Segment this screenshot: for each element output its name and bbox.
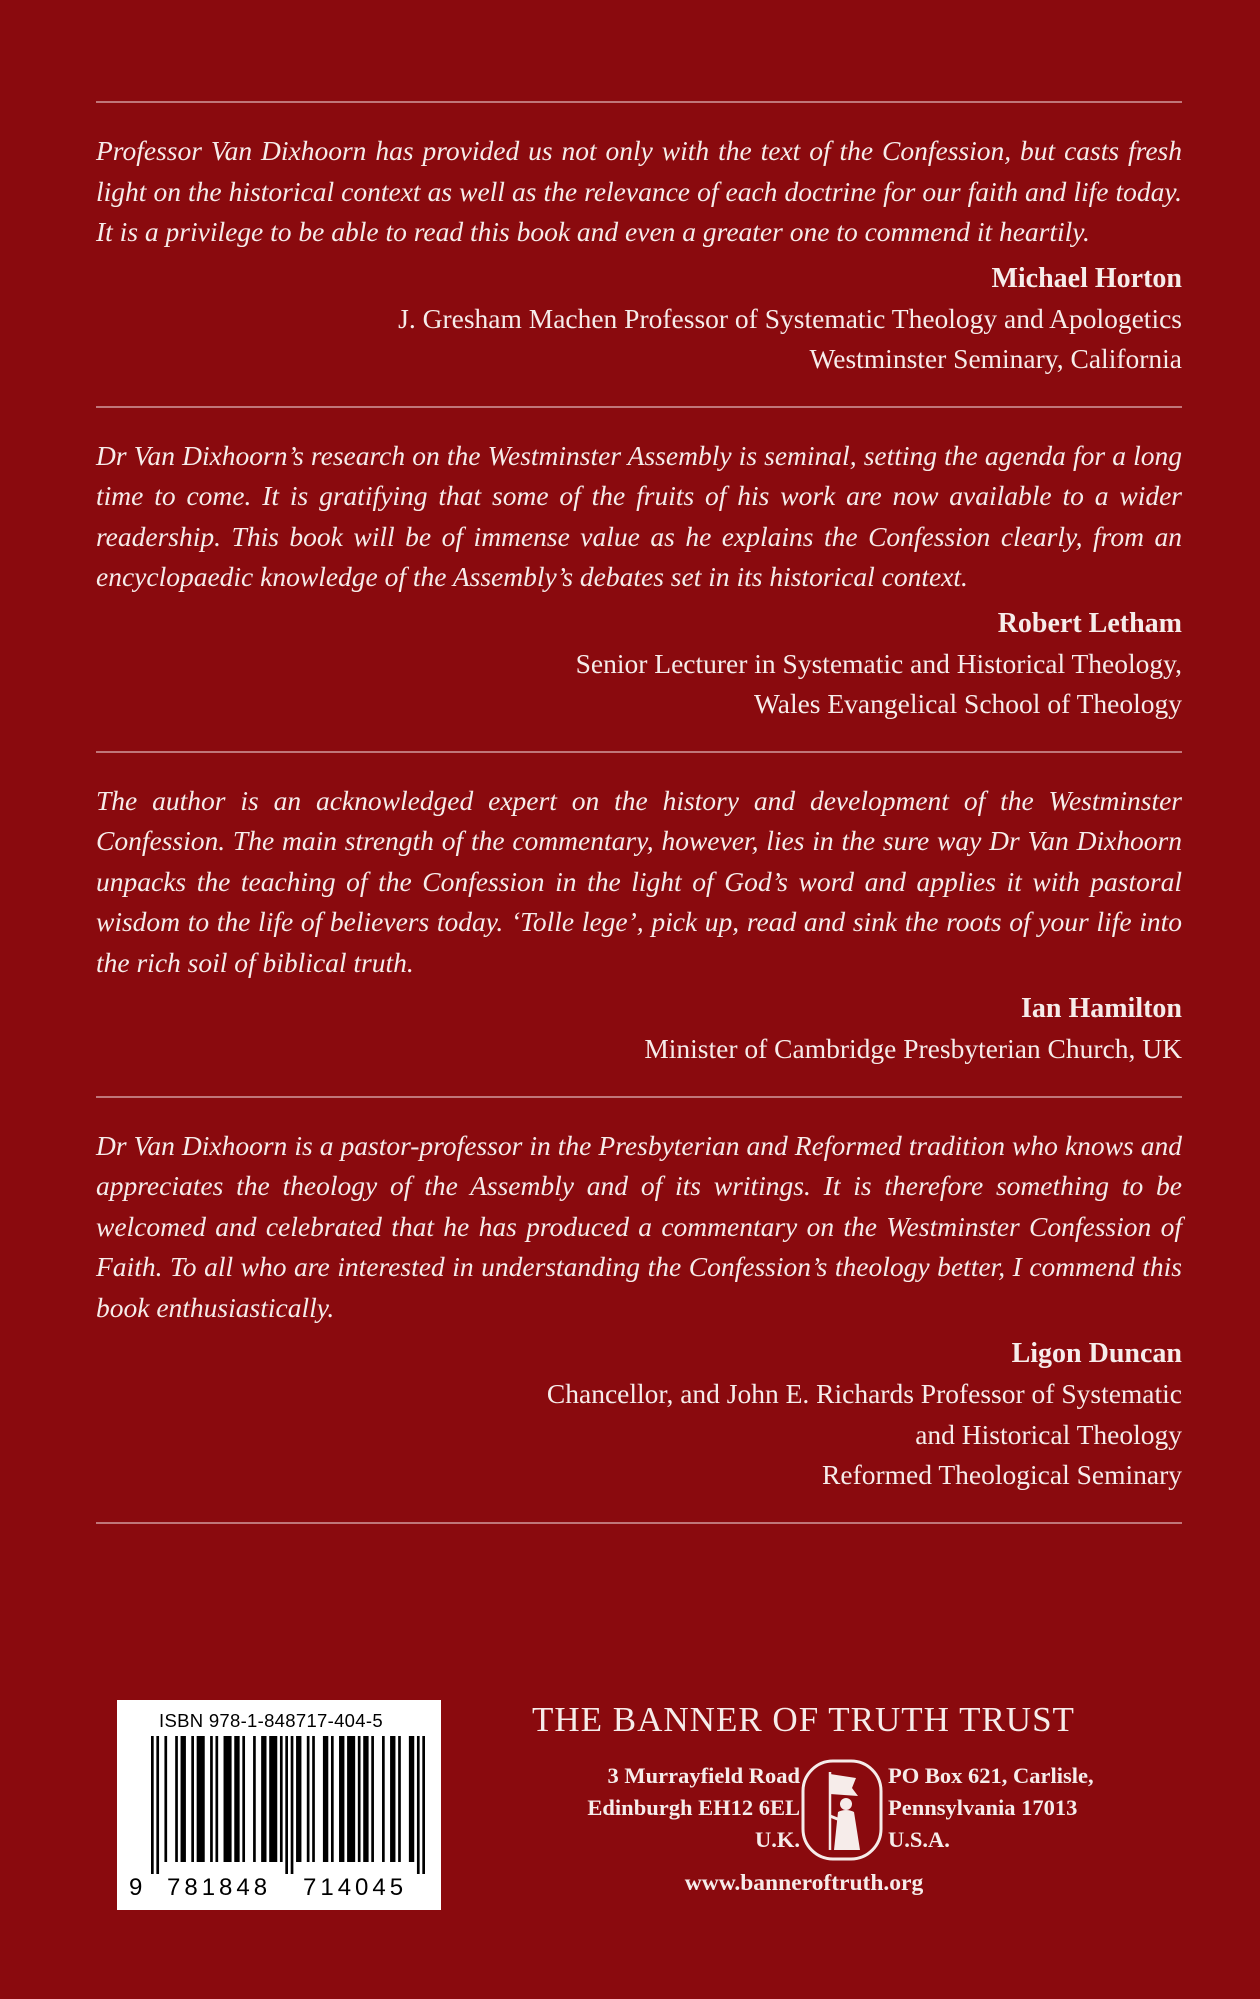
endorsement [96, 103, 1182, 406]
barcode-bar [331, 1736, 334, 1862]
barcode-bar [307, 1736, 310, 1862]
divider [96, 1522, 1182, 1524]
affiliation-line: Reformed Theological Seminary [822, 1459, 1182, 1490]
endorsement-author: Michael Horton [991, 262, 1182, 294]
barcode-bar [210, 1736, 213, 1862]
barcode-bar [181, 1736, 186, 1862]
barcode-bar [417, 1736, 420, 1874]
barcode-bar [363, 1736, 368, 1862]
affiliation-line: Chancellor, and John E. Richards Professor of Systematic [546, 1378, 1182, 1409]
barcode-digit-lead: 9 [129, 1874, 143, 1901]
publisher-name: THE BANNER OF TRUTH TRUST [532, 1700, 1075, 1739]
address-line: U.S.A. [888, 1827, 950, 1852]
barcode-bar [296, 1736, 301, 1862]
endorsement-author: Robert Letham [997, 607, 1182, 639]
barcode-bar [224, 1736, 232, 1862]
affiliation-line: Senior Lecturer in Systematic and Historical Theology, [575, 647, 1182, 679]
address-line: Edinburgh EH12 6EL [587, 1795, 800, 1820]
address-line: 3 Murrayfield Road [607, 1763, 800, 1788]
uk-address [540, 1760, 800, 1856]
endorsement-author: Ian Hamilton [1020, 993, 1182, 1024]
banner-bearer-logo-icon [800, 1758, 884, 1862]
endorsement-author: Ligon Duncan [1011, 1338, 1182, 1369]
barcode-bar [422, 1736, 425, 1874]
endorsement-quote: Professor Van Dixhoorn has provided us not only with the text of the Confession, but casts fresh light on the historical context as well as the relevance of each doctrine for our faith and life today. It is a privilege to be able to read this book and even a greater one to commend it heartily. [96, 135, 1182, 247]
barcode-bar [347, 1736, 355, 1862]
publisher-website: www.banneroftruth.org [684, 1870, 924, 1896]
barcode-bar [312, 1736, 315, 1862]
divider [96, 751, 1182, 753]
endorsement-affiliation [96, 1029, 1182, 1070]
barcode-bar [409, 1736, 414, 1862]
barcode-bar [382, 1736, 385, 1862]
affiliation-line: Minister of Cambridge Presbyterian Church, UK [644, 1033, 1182, 1064]
barcode-bar [285, 1736, 288, 1874]
endorsement-affiliation [96, 299, 1182, 380]
endorsement [96, 753, 1182, 1096]
affiliation-line: Wales Evangelical School of Theology [754, 688, 1182, 719]
barcode-bar [191, 1736, 194, 1862]
barcode-bar [253, 1736, 256, 1862]
address-line: U.K. [755, 1827, 800, 1852]
isbn-label: ISBN 978-1-848717-404-5 [159, 1710, 383, 1731]
barcode-bar [280, 1736, 283, 1862]
barcode-bar [156, 1736, 159, 1874]
barcode-digits-right: 714045 [303, 1874, 408, 1901]
endorsement [96, 408, 1182, 751]
address-line: Pennsylvania 17013 [888, 1795, 1078, 1820]
barcode-bar [339, 1736, 344, 1862]
endorsement-quote: Dr Van Dixhoorn is a pastor-professor in the Presbyterian and Reformed tradition who knows and appreciates the theology of the Assembly and of its writings. It is therefore something to be welcomed and celebrated that he has produced a commentary on the Westminster Confession of Faith. To all who are interested in understanding the Confession’s theology better, I commend this book enthusiastically. [96, 1129, 1182, 1323]
endorsement-affiliation [96, 1374, 1182, 1496]
address-line: PO Box 621, Carlisle, [888, 1763, 1094, 1788]
endorsements [96, 0, 1182, 1524]
barcode-bar [234, 1736, 239, 1862]
barcode-bar [291, 1736, 294, 1874]
endorsement-affiliation [96, 644, 1182, 725]
barcode-bar [323, 1736, 328, 1862]
barcode-bar [197, 1736, 205, 1862]
isbn-barcode [117, 1700, 441, 1910]
affiliation-line: and Historical Theology [915, 1418, 1182, 1450]
divider [96, 406, 1182, 408]
barcode-bar [164, 1736, 167, 1862]
barcode-bar [398, 1736, 401, 1862]
barcode-bar [215, 1736, 218, 1862]
affiliation-line: Westminster Seminary, California [809, 343, 1182, 374]
barcode-bar [358, 1736, 361, 1862]
barcode-bar [242, 1736, 245, 1862]
publisher-block [520, 1700, 1140, 1920]
divider [96, 101, 1182, 103]
endorsement [96, 1098, 1182, 1522]
us-address [888, 1760, 1148, 1856]
endorsement-quote: Dr Van Dixhoorn’s research on the Westminster Assembly is seminal, setting the agenda for a long time to come. It is gratifying that some of the fruits of his work are now available to a wider readership. This book will be of immense value as he explains the Confession clearly, from an encyclopaedic knowledge of the Assembly’s debates set in its historical context. [96, 439, 1182, 592]
endorsement-quote: The author is an acknowledged expert on the history and development of the Westminster Confession. The main strength of the commentary, however, lies in the sure way Dr Van Dixhoorn unpacks the teaching of the Confession in the light of God’s word and applies it with pastoral wisdom to the life of believers today. ‘Tolle lege’, pick up, read and sink the roots of your life into the rich soil of biblical truth. [96, 784, 1182, 978]
barcode-bar [390, 1736, 395, 1862]
barcode-bar [175, 1736, 178, 1862]
barcode-bar [151, 1736, 154, 1874]
barcode-bars [151, 1736, 425, 1874]
barcode-bar [269, 1736, 277, 1862]
affiliation-line: J. Gresham Machen Professor of Systematic Theology and Apologetics [398, 302, 1182, 334]
barcode-bar [371, 1736, 374, 1862]
divider [96, 1096, 1182, 1098]
barcode-bar [261, 1736, 266, 1862]
barcode-digits-left: 781848 [167, 1874, 272, 1901]
